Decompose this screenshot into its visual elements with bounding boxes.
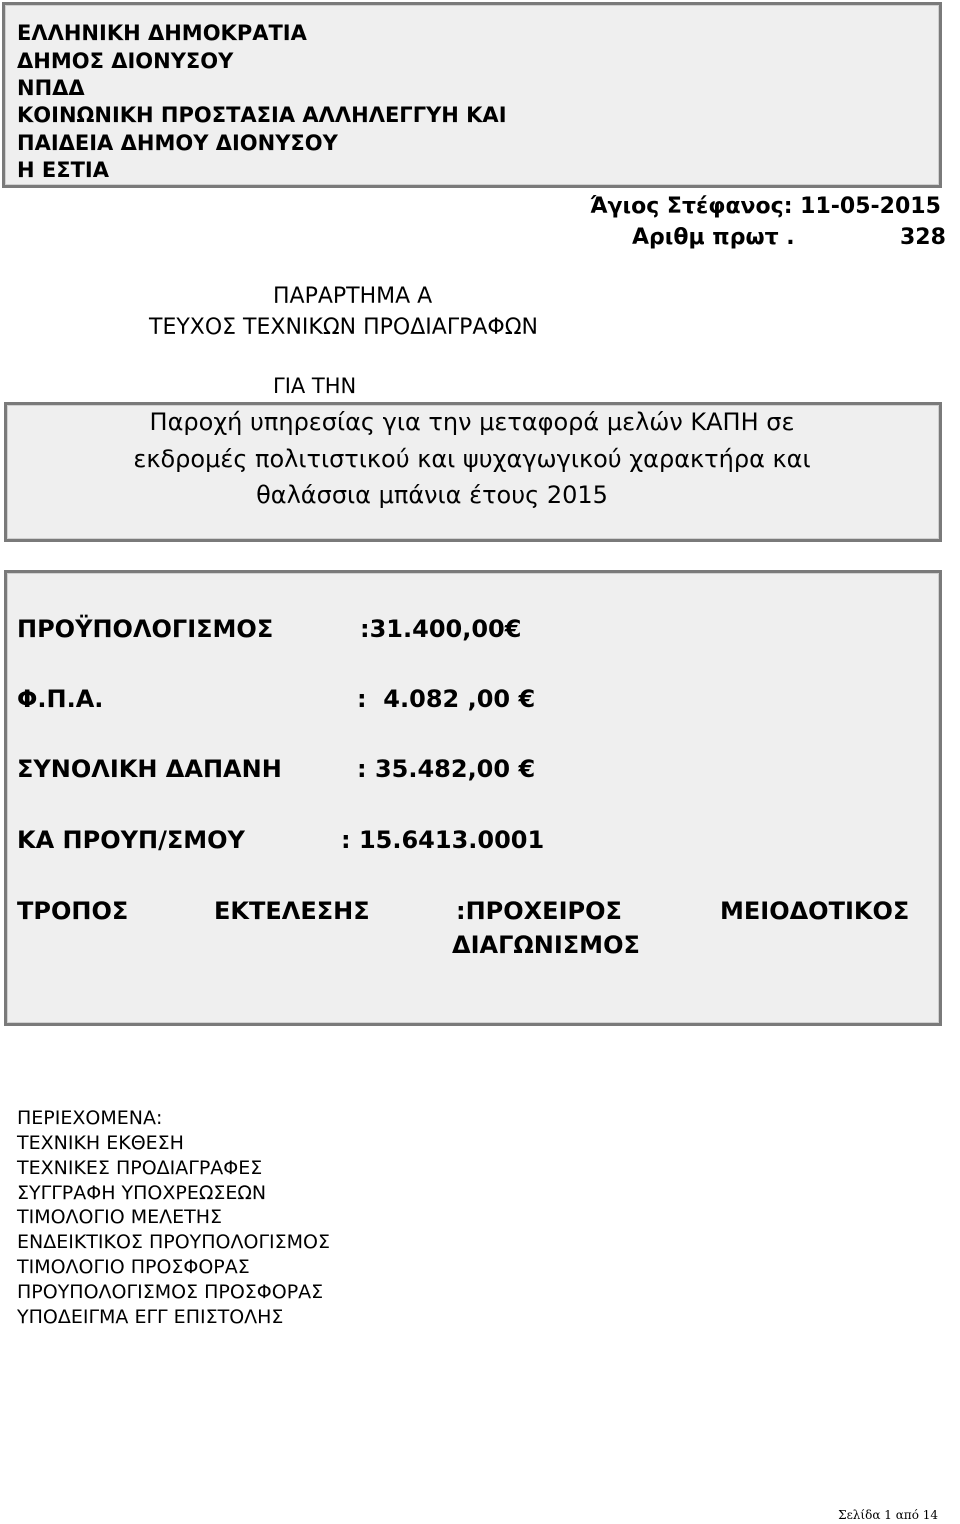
for-label: ΓΙΑ ΤΗΝ [273, 374, 357, 398]
budget-code-label: ΚΑ ΠΡΟΥΠ/ΣΜΟΥ [17, 826, 245, 854]
header-line-entity-type: ΝΠΔΔ [17, 76, 85, 100]
contents-item: ΥΠΟΔΕΙΓΜΑ ΕΓΓ ΕΠΙΣΤΟΛΗΣ [17, 1306, 284, 1328]
contents-item: ΤΕΧΝΙΚΗ ΕΚΘΕΣΗ [17, 1132, 184, 1154]
place-date: Άγιος Στέφανος: 11-05-2015 [590, 194, 941, 219]
vat-value: : 4.082 ,00 € [357, 685, 536, 713]
protocol-number: 328 [900, 225, 946, 250]
contents-item: ΤΕΧΝΙΚΕΣ ΠΡΟΔΙΑΓΡΑΦΕΣ [17, 1157, 263, 1179]
method-word-2: ΕΚΤΕΛΕΣΗΣ [214, 897, 370, 925]
header-line-organization: Η ΕΣΤΙΑ [17, 158, 109, 182]
title-line-1: Παροχή υπηρεσίας για την μεταφορά μελών ΚΑΠΗ σε [149, 408, 795, 436]
contents-item: ΣΥΓΓΡΑΦΗ ΥΠΟΧΡΕΩΣΕΩΝ [17, 1182, 267, 1204]
contents-heading: ΠΕΡΙΕΧΟΜΕΝΑ: [17, 1107, 163, 1129]
header-line-department-1: ΚΟΙΝΩΝΙΚΗ ΠΡΟΣΤΑΣΙΑ ΑΛΛΗΛΕΓΓΥΗ ΚΑΙ [17, 103, 507, 127]
budget-code-value: : 15.6413.0001 [341, 826, 545, 854]
budget-label: ΠΡΟΫΠΟΛΟΓΙΣΜΟΣ [17, 615, 274, 643]
protocol-label: Αριθμ πρωτ . [632, 225, 795, 250]
total-cost-label: ΣΥΝΟΛΙΚΗ ΔΑΠΑΝΗ [17, 755, 282, 783]
header-line-municipality: ΔΗΜΟΣ ΔΙΟΝΥΣΟΥ [17, 49, 234, 73]
vat-label: Φ.Π.Α. [17, 685, 104, 713]
annex-title: ΠΑΡΑΡΤΗΜΑ Α [273, 284, 433, 309]
method-word-4: ΜΕΙΟΔΟΤΙΚΟΣ [720, 897, 910, 925]
contents-item: ΤΙΜΟΛΟΓΙΟ ΜΕΛΕΤΗΣ [17, 1206, 222, 1228]
total-cost-value: : 35.482,00 € [357, 755, 536, 783]
header-line-department-2: ΠΑΙΔΕΙΑ ΔΗΜΟΥ ΔΙΟΝΥΣΟΥ [17, 131, 338, 155]
contents-item: ΤΙΜΟΛΟΓΙΟ ΠΡΟΣΦΟΡΑΣ [17, 1256, 250, 1278]
annex-subtitle: ΤΕΥΧΟΣ ΤΕΧΝΙΚΩΝ ΠΡΟΔΙΑΓΡΑΦΩΝ [149, 315, 538, 340]
contents-item: ΕΝΔΕΙΚΤΙΚΟΣ ΠΡΟΥΠΟΛΟΓΙΣΜΟΣ [17, 1231, 330, 1253]
title-line-2: εκδρομές πολιτιστικού και ψυχαγωγικού χαρακτήρα και [133, 445, 811, 473]
page-number: Σελίδα 1 από 14 [838, 1508, 938, 1522]
header-line-country: ΕΛΛΗΝΙΚΗ ΔΗΜΟΚΡΑΤΙΑ [17, 21, 307, 45]
method-word-5: ΔΙΑΓΩΝΙΣΜΟΣ [452, 931, 640, 959]
title-line-3: θαλάσσια μπάνια έτους 2015 [256, 481, 608, 509]
method-word-3: :ΠΡΟΧΕΙΡΟΣ [456, 897, 622, 925]
method-word-1: ΤΡΟΠΟΣ [17, 897, 129, 925]
contents-item: ΠΡΟΥΠΟΛΟΓΙΣΜΟΣ ΠΡΟΣΦΟΡΑΣ [17, 1281, 324, 1303]
budget-value: :31.400,00€ [360, 615, 522, 643]
